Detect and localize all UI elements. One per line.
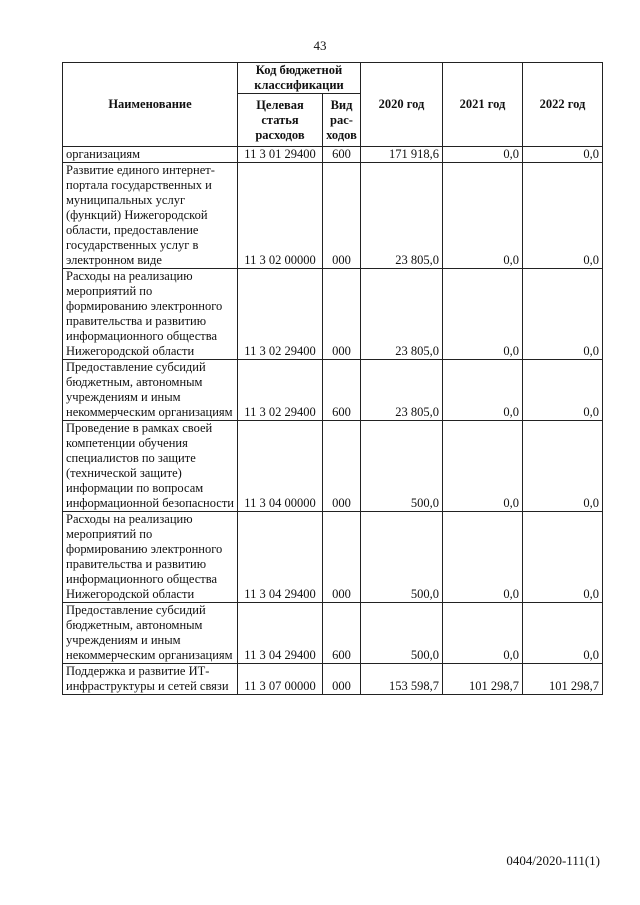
row-target-code: 11 3 01 29400 — [238, 147, 323, 163]
row-name: Развитие единого интернет-портала государственных и муниципальных услуг (функций) Нижегородской области, предоставление государственных услуг в электронном виде — [63, 163, 238, 269]
row-target-code: 11 3 02 29400 — [238, 269, 323, 360]
row-name: Предоставление субсидий бюджетным, автономным учреждениям и иным некоммерческим организациям — [63, 360, 238, 421]
row-name: Поддержка и развитие ИТ-инфраструктуры и сетей связи — [63, 664, 238, 695]
table-row — [63, 512, 603, 603]
table-header — [63, 63, 603, 147]
row-value-2020: 500,0 — [361, 603, 443, 664]
budget-table — [62, 62, 603, 695]
row-value-2020: 23 805,0 — [361, 360, 443, 421]
row-value-2020: 23 805,0 — [361, 163, 443, 269]
row-target-code: 11 3 04 29400 — [238, 512, 323, 603]
header-2020: 2020 год — [361, 63, 443, 147]
row-value-2021: 0,0 — [443, 163, 523, 269]
row-expense-type: 000 — [323, 269, 361, 360]
row-expense-type: 000 — [323, 512, 361, 603]
row-value-2020: 500,0 — [361, 421, 443, 512]
page-number: 43 — [313, 38, 327, 53]
table-row — [63, 147, 603, 163]
table-row — [63, 360, 603, 421]
row-target-code: 11 3 04 29400 — [238, 603, 323, 664]
header-classification: Код бюджетной классификации — [238, 63, 361, 94]
row-expense-type: 600 — [323, 603, 361, 664]
table-row — [63, 603, 603, 664]
row-value-2021: 0,0 — [443, 147, 523, 163]
row-value-2020: 500,0 — [361, 512, 443, 603]
row-expense-type: 000 — [323, 421, 361, 512]
row-name: Предоставление субсидий бюджетным, автономным учреждениям и иным некоммерческим организациям — [63, 603, 238, 664]
row-value-2022: 0,0 — [523, 603, 603, 664]
table-row — [63, 421, 603, 512]
row-expense-type: 600 — [323, 360, 361, 421]
row-expense-type: 000 — [323, 664, 361, 695]
row-value-2022: 0,0 — [523, 163, 603, 269]
row-target-code: 11 3 02 29400 — [238, 360, 323, 421]
row-value-2021: 0,0 — [443, 360, 523, 421]
row-name: Проведение в рамках своей компетенции обучения специалистов по защите (технической защите) информации по вопросам информационной безопасности — [63, 421, 238, 512]
row-name: Расходы на реализацию мероприятий по формированию электронного правительства и развитию информационного общества Нижегородской области — [63, 269, 238, 360]
row-value-2022: 0,0 — [523, 360, 603, 421]
row-name: Расходы на реализацию мероприятий по формированию электронного правительства и развитию информационного общества Нижегородской области — [63, 512, 238, 603]
row-expense-type: 600 — [323, 147, 361, 163]
row-value-2020: 23 805,0 — [361, 269, 443, 360]
row-target-code: 11 3 04 00000 — [238, 421, 323, 512]
table-row — [63, 269, 603, 360]
header-vid: Вид рас-ходов — [323, 94, 361, 147]
row-target-code: 11 3 02 00000 — [238, 163, 323, 269]
row-value-2021: 0,0 — [443, 269, 523, 360]
header-target: Целевая статья расходов — [238, 94, 323, 147]
table-row — [63, 163, 603, 269]
row-expense-type: 000 — [323, 163, 361, 269]
row-value-2020: 153 598,7 — [361, 664, 443, 695]
document-code: 0404/2020-111(1) — [506, 853, 600, 868]
row-value-2021: 101 298,7 — [443, 664, 523, 695]
row-value-2022: 0,0 — [523, 512, 603, 603]
row-value-2022: 0,0 — [523, 147, 603, 163]
header-2022: 2022 год — [523, 63, 603, 147]
row-target-code: 11 3 07 00000 — [238, 664, 323, 695]
row-value-2021: 0,0 — [443, 512, 523, 603]
row-name: организациям — [63, 147, 238, 163]
row-value-2022: 0,0 — [523, 421, 603, 512]
row-value-2022: 101 298,7 — [523, 664, 603, 695]
header-2021: 2021 год — [443, 63, 523, 147]
row-value-2022: 0,0 — [523, 269, 603, 360]
row-value-2021: 0,0 — [443, 603, 523, 664]
header-name: Наименование — [63, 63, 238, 147]
table-row — [63, 664, 603, 695]
row-value-2020: 171 918,6 — [361, 147, 443, 163]
row-value-2021: 0,0 — [443, 421, 523, 512]
